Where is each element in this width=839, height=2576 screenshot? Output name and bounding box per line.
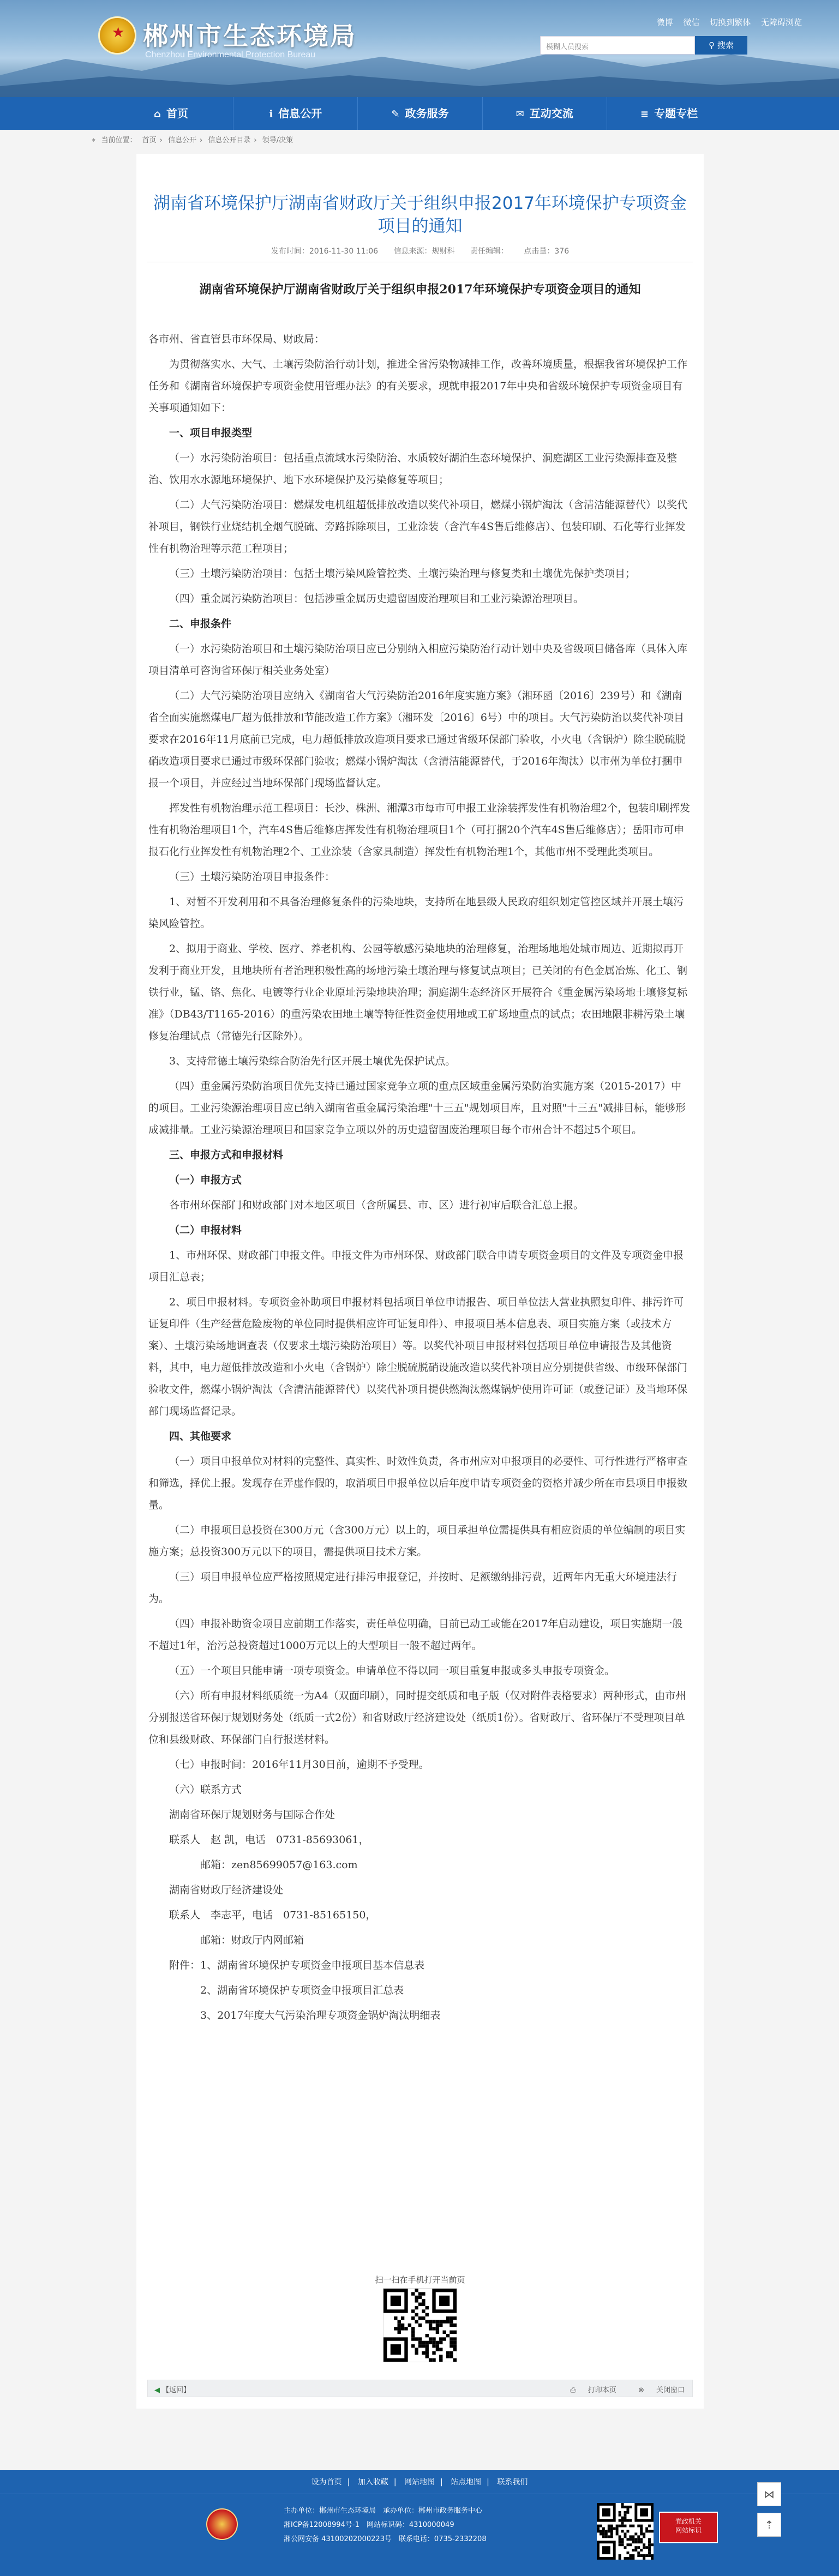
site-subtitle: Chenzhou Environmental Protection Bureau [145,50,316,59]
nav-label: 首页 [166,107,189,120]
article-paragraph: （一）项目申报单位对材料的完整性、真实性、时效性负责，各市州应对申报项目的必要性、可行性进行严格审查和筛选，择优上报。发现存在弄虚作假的，取消项目申报单位以后年度申请专项资金的资格并减少所在市县项目申报数量。 [148,1455,688,1511]
close-icon: ⊗ [638,2386,646,2394]
print-icon: ⎙ [570,2386,578,2394]
article-paragraph: （七）申报时间：2016年11月30日前，逾期不予受理。 [169,1759,429,1771]
main-nav [0,97,839,130]
footer-info [284,2504,567,2547]
article-paragraph: 3、2017年度大气污染治理专项资金锅炉淘汰明细表 [169,2009,441,2021]
info-source: 信息来源：规财科 [393,247,455,256]
nav-item-service[interactable] [358,97,482,130]
nav-item-interaction[interactable] [483,97,607,130]
article-meta [136,245,704,256]
article-paragraph: 湖南省环保厅规划财务与国际合作处 [169,1809,335,1821]
footer-info-line: 湘ICP备12008994号-1 网站标识码：4310000049 [284,2521,454,2529]
search-button-label: 搜索 [717,40,734,50]
article-paragraph: 2、项目申报材料。专项资金补助项目申报材料包括项目单位申请报告、项目单位法人营业执照复印件、排污许可证复印件（生产经营危险废物的单位同时提供相应许可证复印件）、申报项目基本信息表、项目实施方案（或技术方案）、土壤污染场地调查表（仅要求土壤污染防治项目）等。以奖代补项目申报材料包括项目单位申请报告及其他资料，其中，电力超低排放改造和小火电（含锅炉）除尘脱硫脱硝设施改造以奖代补项目应分别提供省级、市级环保部门验收文件，燃煤小锅炉淘汰（含清洁能源替代）以奖代补项目提供燃淘汰燃煤锅炉使用许可证（或登记证）及当地环保部门现场监督记录。 [148,1296,688,1417]
article-paragraph: 联系人 赵 凯，电话 0731-85693061， [169,1834,369,1846]
article-paragraph: 附件：1、湖南省环境保护专项资金申报项目基本信息表 [169,1959,425,1971]
article-paragraph: （四）重金属污染防治项目：包括涉重金属历史遗留固废治理项目和工业污染源治理项目。 [169,593,584,605]
print-label: 打印本页 [588,2386,616,2394]
section-heading: 二、申报条件 [169,618,232,630]
footer-link-home[interactable]: 设为首页 [311,2478,342,2487]
article-subtitle: 湖南省环境保护厅湖南省财政厅关于组织申报2017年环境保护专项资金项目的通知 [199,282,641,297]
nav-item-home[interactable] [109,97,233,130]
stack-icon: ≡ [640,109,649,120]
click-count: 点击量：376 [524,247,570,256]
search-icon: ⚲ [709,40,717,50]
footer-link-sitemap[interactable]: 网站地图 [404,2478,435,2487]
article-paragraph: 邮箱：zen85699057@163.com [169,1859,358,1871]
article-paragraph: 各市州环保部门和财政部门对本地区项目（含所属县、市、区）进行初审后联合汇总上报。 [169,1199,584,1211]
article-paragraph: 2、湖南省环境保护专项资金申报项目汇总表 [169,1984,404,1996]
article-paragraph: （二）大气污染防治项目应纳入《湖南省大气污染防治2016年度实施方案》（湘环函〔2016〕239号）和《湖南省全面实施燃煤电厂超为低排放和节能改造工作方案》（湘环发〔2016〕6号）中的项目。大气污染防治以奖代补项目要求在2016年11月底前已完成，电力超低排放改造项目要求已通过省级环保部门验收，小火电（含锅炉）除尘脱硫脱硝改造项目要求已通过市级环保部门验收；燃煤小锅炉淘汰（含清洁能源替代，于2016年淘汰）以市州为单位打捆申报一个项目，并应经过当地环保部门现场监督认定。 [148,690,686,789]
article-paragraph: 邮箱：财政厅内网邮箱 [169,1934,304,1946]
top-links [649,16,802,28]
footer-link-sitemap2[interactable]: 站点地图 [451,2478,482,2487]
qr-caption: 扫一扫在手机打开当前页 [375,2275,465,2285]
wechat-link[interactable]: 微信 [683,17,700,27]
article-panel [136,154,704,2409]
print-button[interactable] [560,2386,616,2394]
back-to-top-button[interactable] [757,2513,781,2537]
back-arrow-icon: ◀ [154,2386,163,2394]
article-toolbar [147,2380,693,2397]
article-paragraph: 各市州、省直管县市环保局、财政局： [148,333,325,345]
breadcrumb-item[interactable]: 首页 [142,136,157,145]
home-icon: ⌂ [154,109,161,120]
section-heading: 四、其他要求 [169,1430,232,1442]
article-paragraph: （一）水污染防治项目和土壤污染防治项目应已分别纳入相应污染防治行动计划中央及省级项目储备库（具体入库项目清单可咨询省环保厅相关业务处室） [148,643,688,677]
article-paragraph: （三）项目申报单位应严格按照规定进行排污申报登记，并按时、足额缴纳排污费，近两年内无重大环境违法行为。 [148,1571,678,1605]
gov-site-badge[interactable] [659,2512,718,2543]
article-paragraph: （二）申报项目总投资在300万元（含300万元）以上的，项目承担单位需提供具有相应资质的单位编制的项目实施方案；总投资300万元以下的项目，需提供项目技术方案。 [148,1524,686,1558]
article-paragraph: （二）大气污染防治项目：燃煤发电机组超低排放改造以奖代补项目，燃煤小锅炉淘汰（含清洁能源替代）以奖代补项目，钢铁行业烧结机全烟气脱硫、旁路拆除项目，工业涂装（含汽车4S售后维修店）、包装印刷、石化等行业挥发性有机物治理等示范工程项目； [148,499,688,555]
nav-label: 信息公开 [278,107,322,120]
article-paragraph: 联系人 李志平，电话 0731-85165150， [169,1909,376,1921]
breadcrumb [92,134,747,147]
weibo-link[interactable]: 微博 [656,17,673,27]
article-paragraph: （三）土壤污染防治项目申报条件： [169,871,335,883]
publish-date: 发布时间：2016-11-30 11:06 [271,247,379,256]
chat-icon: ✉ [516,109,524,120]
chevron-right-icon: › [159,136,163,145]
article-paragraph: （三）土壤污染防治项目：包括土壤污染风险管控类、土壤污染治理与修复类和土壤优先保护类项目； [169,568,636,580]
nav-label: 专题专栏 [654,107,698,120]
site-emblem-icon[interactable]: ★ [98,16,136,55]
editor: 责任编辑： [470,247,508,256]
article-body [148,328,692,2030]
arrow-up-icon: ⇡ [764,2518,774,2531]
chevron-right-icon: › [200,136,203,145]
article-paragraph: （六）联系方式 [169,1784,242,1796]
search-input[interactable]: 模糊人员搜索 [540,36,695,55]
site-header [0,0,839,97]
section-heading: 一、项目申报类型 [169,427,253,439]
footer-info-line: 主办单位：郴州市生态环境局 承办单位：郴州市政务服务中心 [284,2507,483,2515]
location-icon: ⌖ [92,136,96,145]
nav-item-topics[interactable] [607,97,731,130]
service-icon: ✎ [391,109,400,120]
nav-item-info[interactable] [233,97,358,130]
footer-link-contact[interactable]: 联系我们 [497,2478,528,2487]
site-title[interactable]: 郴州市生态环境局 [143,21,357,51]
back-link[interactable]: 【返回】 [162,2386,191,2394]
section-heading: 三、申报方式和申报材料 [169,1149,284,1161]
close-window-button[interactable] [628,2386,685,2394]
footer-link-favorite[interactable]: 加入收藏 [357,2478,388,2487]
chevron-right-icon: › [254,136,257,145]
section-heading: （二）申报材料 [169,1224,242,1236]
breadcrumb-item[interactable]: 信息公开目录 [208,136,251,145]
breadcrumb-item[interactable]: 领导/决策 [262,136,293,145]
article-paragraph: （四）申报补助资金项目应前期工作落实，责任单位明确，目前已动工或能在2017年启动建设，项目实施期一般不超过1年，治污总投资超过1000万元以上的大型项目一般不超过两年。 [148,1618,683,1652]
article-paragraph: （一）水污染防治项目：包括重点流域水污染防治、水质较好湖泊生态环境保护、洞庭湖区工业污染源排查及整治、饮用水水源地环境保护、地下水环境保护及污染修复等项目； [148,452,678,486]
share-button[interactable] [757,2482,781,2506]
nav-label: 互动交流 [529,107,573,120]
article-paragraph: 2、拟用于商业、学校、医疗、养老机构、公园等敏感污染地块的治理修复，治理场地地处城市周边、近期拟再开发利于商业开发，且地块所有者治理积极性高的场地污染土壤治理与修复试点项目；已关闭的有色金属冶炼、化工、钢铁行业，锰、铬、焦化、电镀等行业企业原址污染地块治理；洞庭湖生态经济区开展符合《重金属污染场地土壤修复标准》（DB43/T1165-2016）的重污染农田地土壤等特征性资金使用地或工矿场地重点的试点；农田地限非耕污染土壤修复治理试点（常德先行区除外）。 [148,943,688,1042]
share-icon: ⋈ [764,2488,775,2501]
accessibility-link[interactable]: 无障碍浏览 [760,17,802,27]
article-paragraph: 1、对暂不开发利用和不具备治理修复条件的污染地块，支持所在地县级人民政府组织划定管控区域并开展土壤污染风险管控。 [148,896,684,930]
article-paragraph: （四）重金属污染防治项目优先支持已通过国家竞争立项的重点区域重金属污染防治实施方案（2015-2017）中的项目。工业污染源治理项目应已纳入湖南省重金属污染治理"十三五"规划项目库，且对照"十三五"减排目标，能够形成减排量。工业污染源治理项目和国家竞争立项以外的历史遗留固废治理项目每个市州合计不超过5个项目。 [148,1080,686,1136]
close-label: 关闭窗口 [656,2386,685,2394]
badge-line: 党政机关 [675,2518,702,2525]
article-paragraph: 湖南省财政厅经济建设处 [169,1884,284,1896]
footer-links: 设为首页 | 加入收藏 | 网站地图 | 站点地图 | 联系我们 [0,2470,839,2494]
section-heading: （一）申报方式 [169,1174,242,1186]
national-emblem-icon[interactable] [206,2508,238,2540]
article-paragraph: 3、支持常德土壤污染综合防治先行区开展土壤优先保护试点。 [169,1055,456,1067]
article-title: 湖南省环境保护厅湖南省财政厅关于组织申报2017年环境保护专项资金项目的通知 [153,194,687,236]
footer-qr-code [597,2503,654,2560]
traditional-chinese-link[interactable]: 切换到繁体 [710,17,751,27]
breadcrumb-prefix: 当前位置： [101,136,137,145]
article-paragraph: 1、市州环保、财政部门申报文件。申报文件为市州环保、财政部门联合申请专项资金项目的文件及专项资金申报项目汇总表； [148,1249,684,1283]
nav-label: 政务服务 [405,107,449,120]
article-paragraph: （六）所有申报材料纸质统一为A4（双面印刷），同时提交纸质和电子版（仅对附件表格要求）两种形式，由市州分别报送省环保厅规划财务处（纸质一式2份）和省财政厅经济建设处（纸质1份）。省财政厅、省环保厅不受理项目单位和县级财政、环保部门自行报送材料。 [148,1690,686,1746]
info-icon: ℹ [269,109,273,120]
footer-info-line: 湘公网安备 43100202000223号 联系电话：0735-2332208 [284,2535,487,2543]
badge-line: 网站标识 [675,2526,702,2534]
article-paragraph: 挥发性有机物治理示范工程项目：长沙、株洲、湘潭3市每市可申报工业涂装挥发性有机物治理2个，包装印刷挥发性有机物治理项目1个，汽车4S售后维修店挥发性有机物治理项目1个（可打捆20个汽车4S售后维修店）；岳阳市可申报石化行业挥发性有机物治理2个、工业涂装（含家具制造）挥发性有机物治理1个，其他市州不受理此类项目。 [148,802,691,858]
search-button[interactable] [695,36,747,55]
article-paragraph: 为贯彻落实水、大气、土壤污染防治行动计划，推进全省污染物减排工作，改善环境质量，根据我省环境保护工作任务和《湖南省环境保护专项资金使用管理办法》的有关要求，现就申报2017年中央和省级环境保护专项资金项目有关事项通知如下： [148,358,688,414]
breadcrumb-item[interactable]: 信息公开 [167,136,196,145]
article-paragraph: （五）一个项目只能申请一项专项资金。申请单位不得以同一项目重复申报或多头申报专项资金。 [169,1665,615,1677]
page-qr-code [383,2288,457,2362]
